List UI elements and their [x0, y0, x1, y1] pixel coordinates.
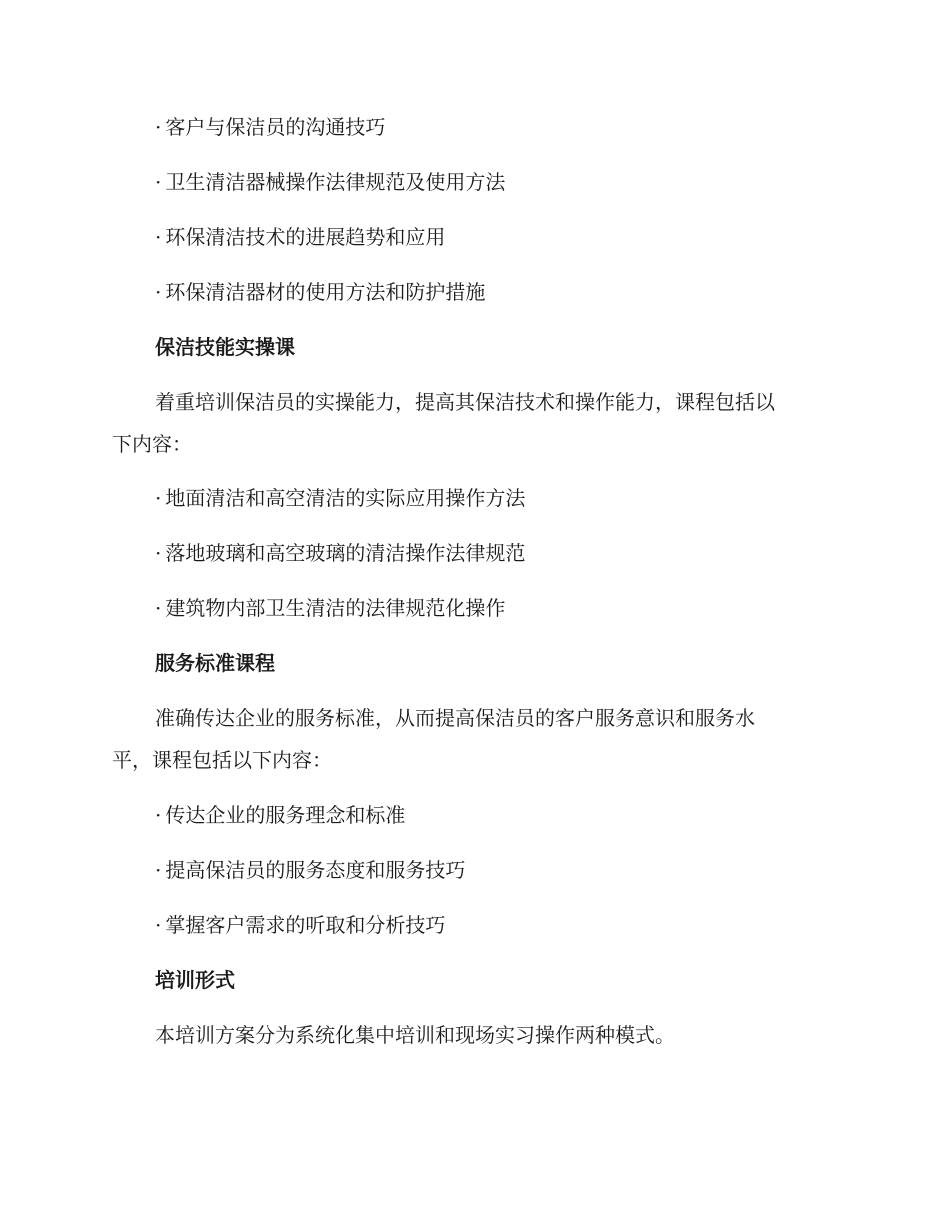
bullet-marker: · [155, 541, 162, 565]
list-item-text: 环保清洁器材的使用方法和防护措施 [165, 280, 486, 304]
list-item [155, 484, 525, 512]
list-item [155, 539, 525, 567]
bullet-marker: · [155, 486, 162, 510]
list-item [155, 856, 465, 884]
list-item [155, 223, 445, 251]
bullet-marker: · [155, 596, 162, 620]
bullet-marker: · [155, 280, 162, 304]
list-item [155, 278, 485, 306]
list-item-text: 提高保洁员的服务态度和服务技巧 [165, 858, 466, 882]
paragraph-format-line-1: 本培训方案分为系统化集中培训和现场实习操作两种模式。 [155, 1023, 675, 1047]
list-item-text: 地面清洁和高空清洁的实际应用操作方法 [165, 486, 526, 510]
bullet-marker: · [155, 858, 162, 882]
list-item [155, 113, 385, 141]
list-item-text: 客户与保洁员的沟通技巧 [165, 115, 386, 139]
list-item-text: 传达企业的服务理念和标准 [165, 803, 406, 827]
paragraph-skills-line-2: 下内容： [112, 432, 192, 456]
list-item-text: 落地玻璃和高空玻璃的清洁操作法律规范 [165, 541, 526, 565]
list-item-text: 建筑物内部卫生清洁的法律规范化操作 [165, 596, 506, 620]
paragraph-service-line-1: 准确传达企业的服务标准，从而提高保洁员的客户服务意识和服务水 [155, 706, 755, 730]
paragraph-skills-line-1: 着重培训保洁员的实操能力，提高其保洁技术和操作能力，课程包括以 [155, 390, 775, 414]
list-item [155, 801, 405, 829]
list-item [155, 168, 505, 196]
list-item-text: 卫生清洁器械操作法律规范及使用方法 [165, 170, 506, 194]
list-item-text: 掌握客户需求的听取和分析技巧 [165, 913, 446, 937]
bullet-marker: · [155, 225, 162, 249]
bullet-marker: · [155, 803, 162, 827]
paragraph-service-line-2: 平，课程包括以下内容： [112, 748, 332, 772]
bullet-marker: · [155, 913, 162, 937]
bullet-marker: · [155, 115, 162, 139]
section-heading-format: 培训形式 [155, 968, 235, 992]
list-item [155, 594, 505, 622]
bullet-marker: · [155, 170, 162, 194]
list-item-text: 环保清洁技术的进展趋势和应用 [165, 225, 446, 249]
list-item [155, 911, 445, 939]
section-heading-service: 服务标准课程 [155, 651, 275, 675]
section-heading-skills: 保洁技能实操课 [155, 335, 295, 359]
